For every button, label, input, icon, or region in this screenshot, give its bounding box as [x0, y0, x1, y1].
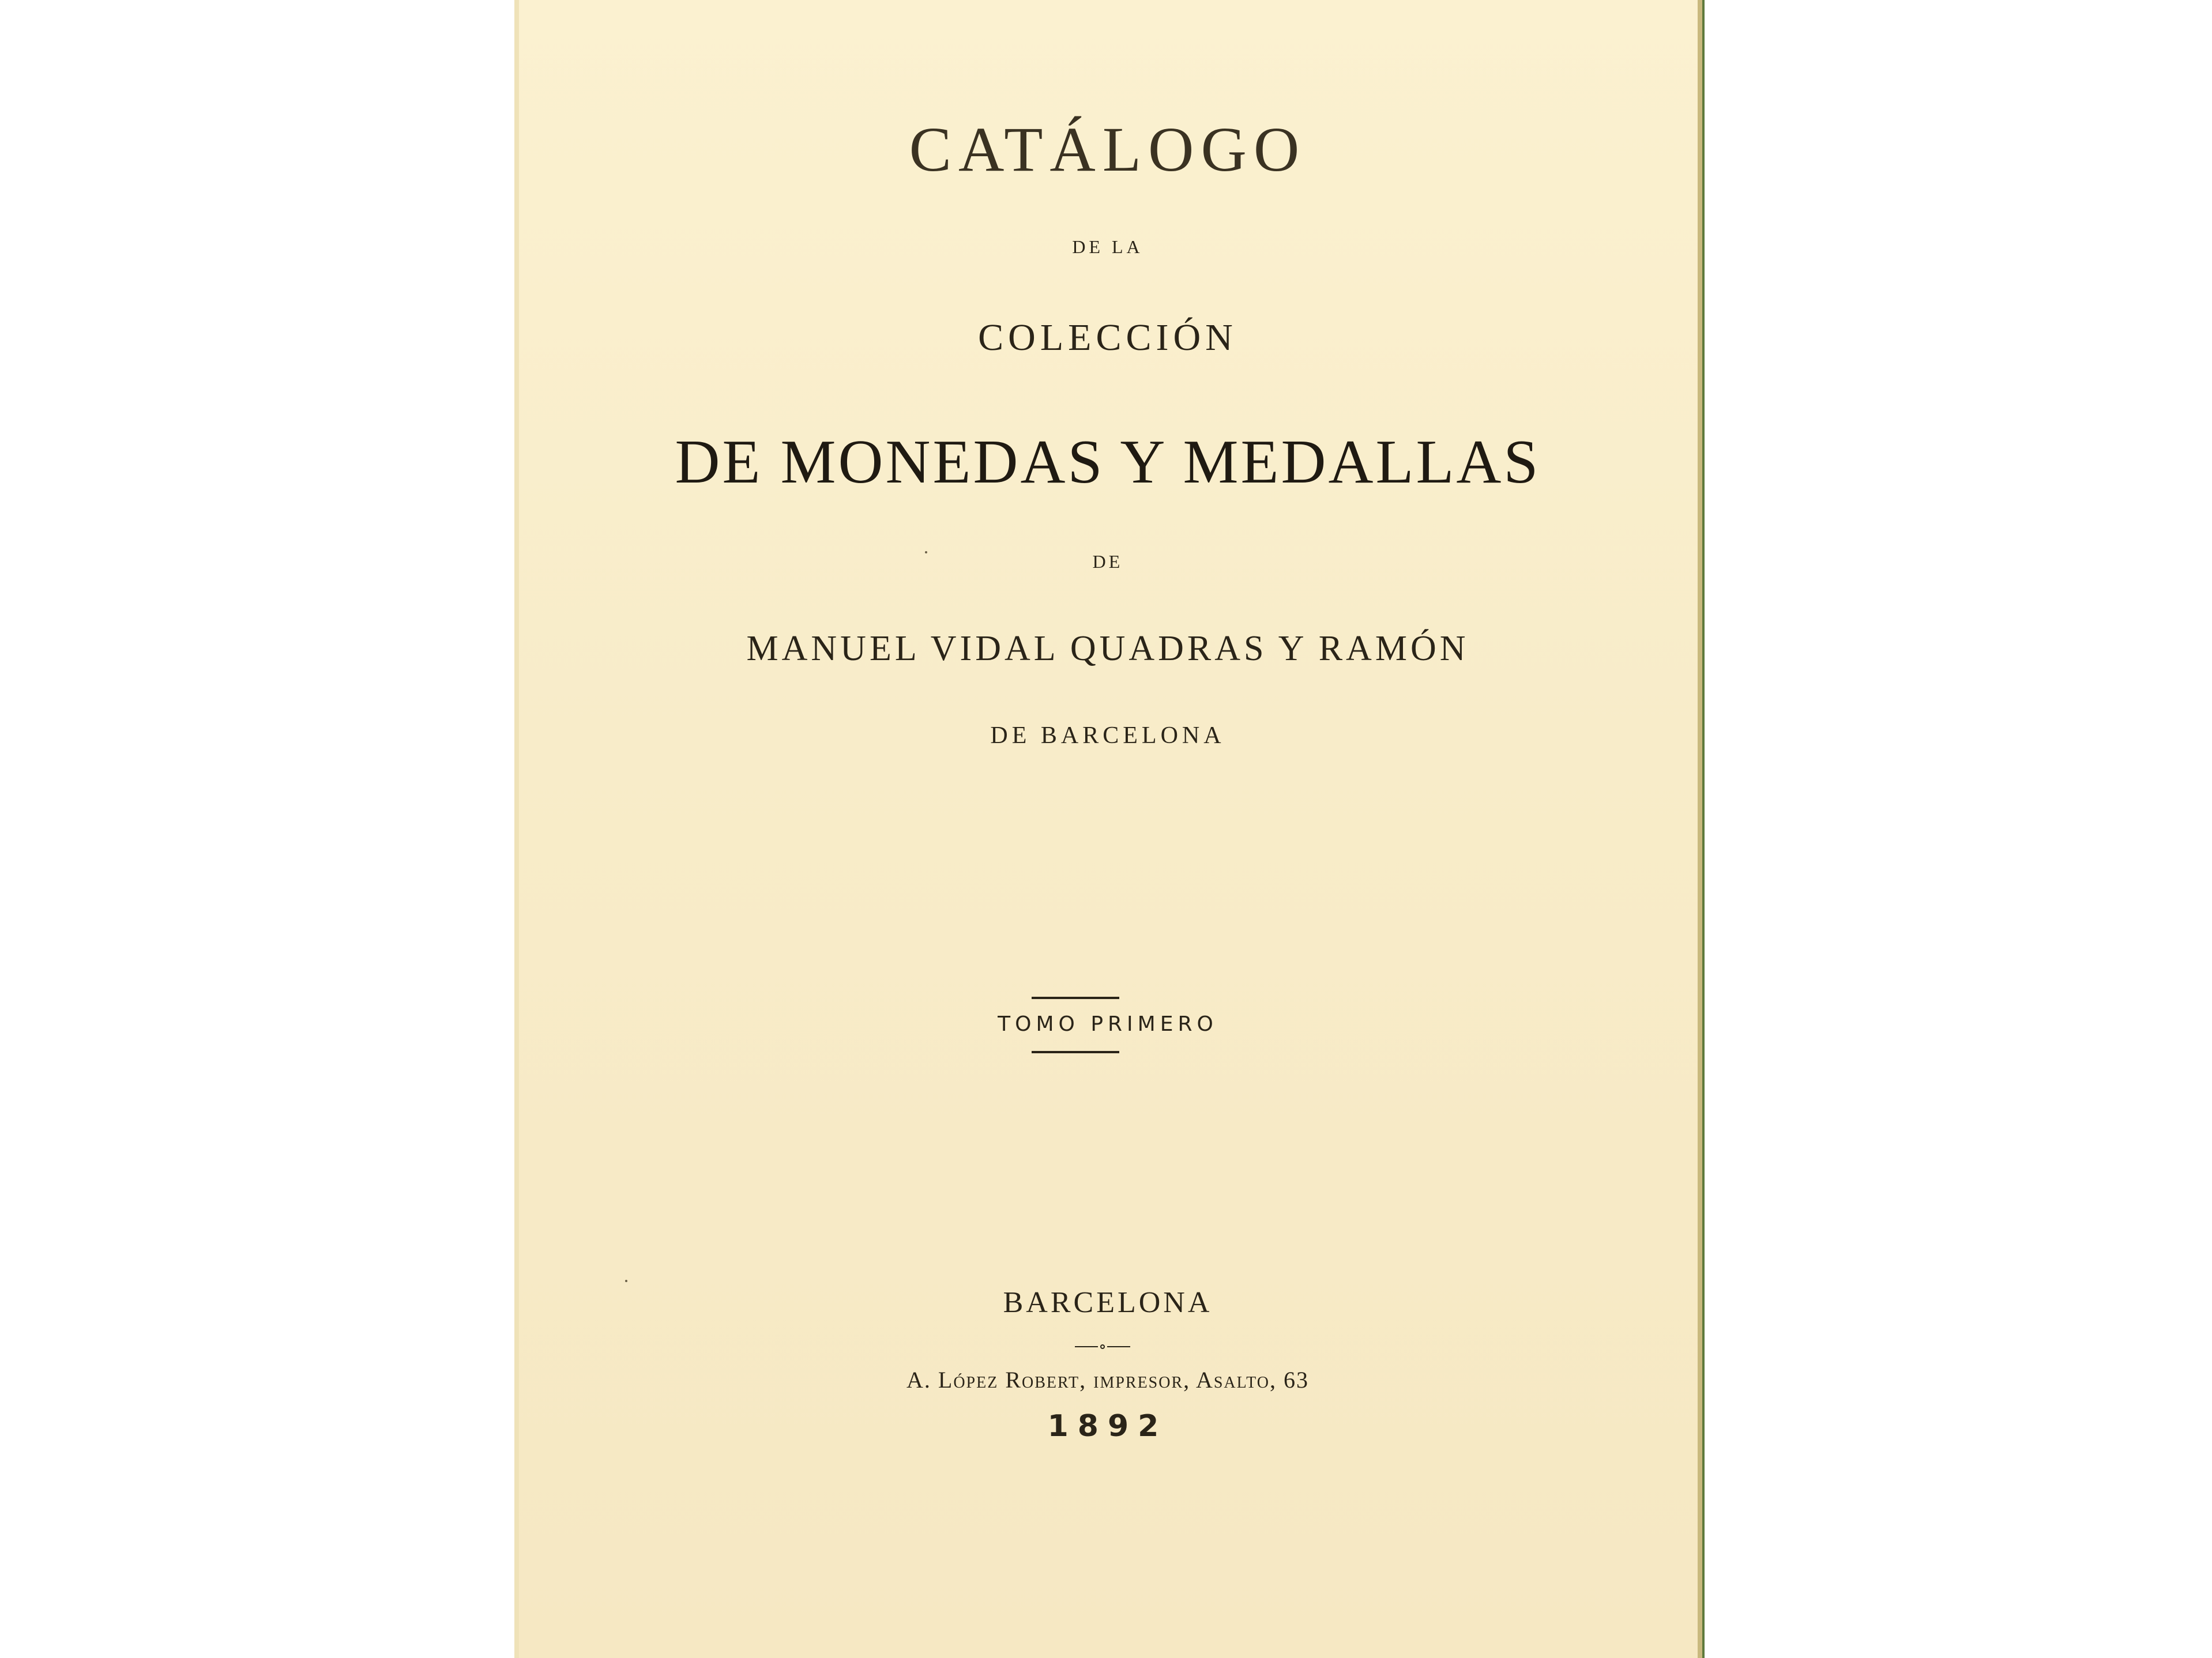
- catalog-title: CATÁLOGO: [909, 114, 1307, 184]
- volume-rule-bottom: [1032, 1051, 1119, 1053]
- binding-strip: [1702, 0, 1705, 1658]
- connector-de-la: DE LA: [1072, 236, 1143, 257]
- main-title: DE MONEDAS Y MEDALLAS: [675, 428, 1541, 496]
- connector-de: DE: [1092, 551, 1123, 572]
- collection-heading: COLECCIÓN: [978, 316, 1237, 359]
- paper-speck: [925, 551, 927, 553]
- ornament-divider: [1075, 1343, 1130, 1350]
- author-city: DE BARCELONA: [990, 722, 1225, 749]
- volume-label: TOMO PRIMERO: [998, 1012, 1218, 1036]
- volume-rule-top: [1032, 997, 1119, 999]
- author-name: MANUEL VIDAL QUADRAS Y RAMÓN: [746, 629, 1469, 668]
- printer-line: A. López Robert, impresor, Asalto, 63: [906, 1367, 1309, 1393]
- publication-year: 1892: [1047, 1409, 1168, 1444]
- paper-speck: [625, 1280, 627, 1282]
- imprint-city: BARCELONA: [1003, 1286, 1213, 1319]
